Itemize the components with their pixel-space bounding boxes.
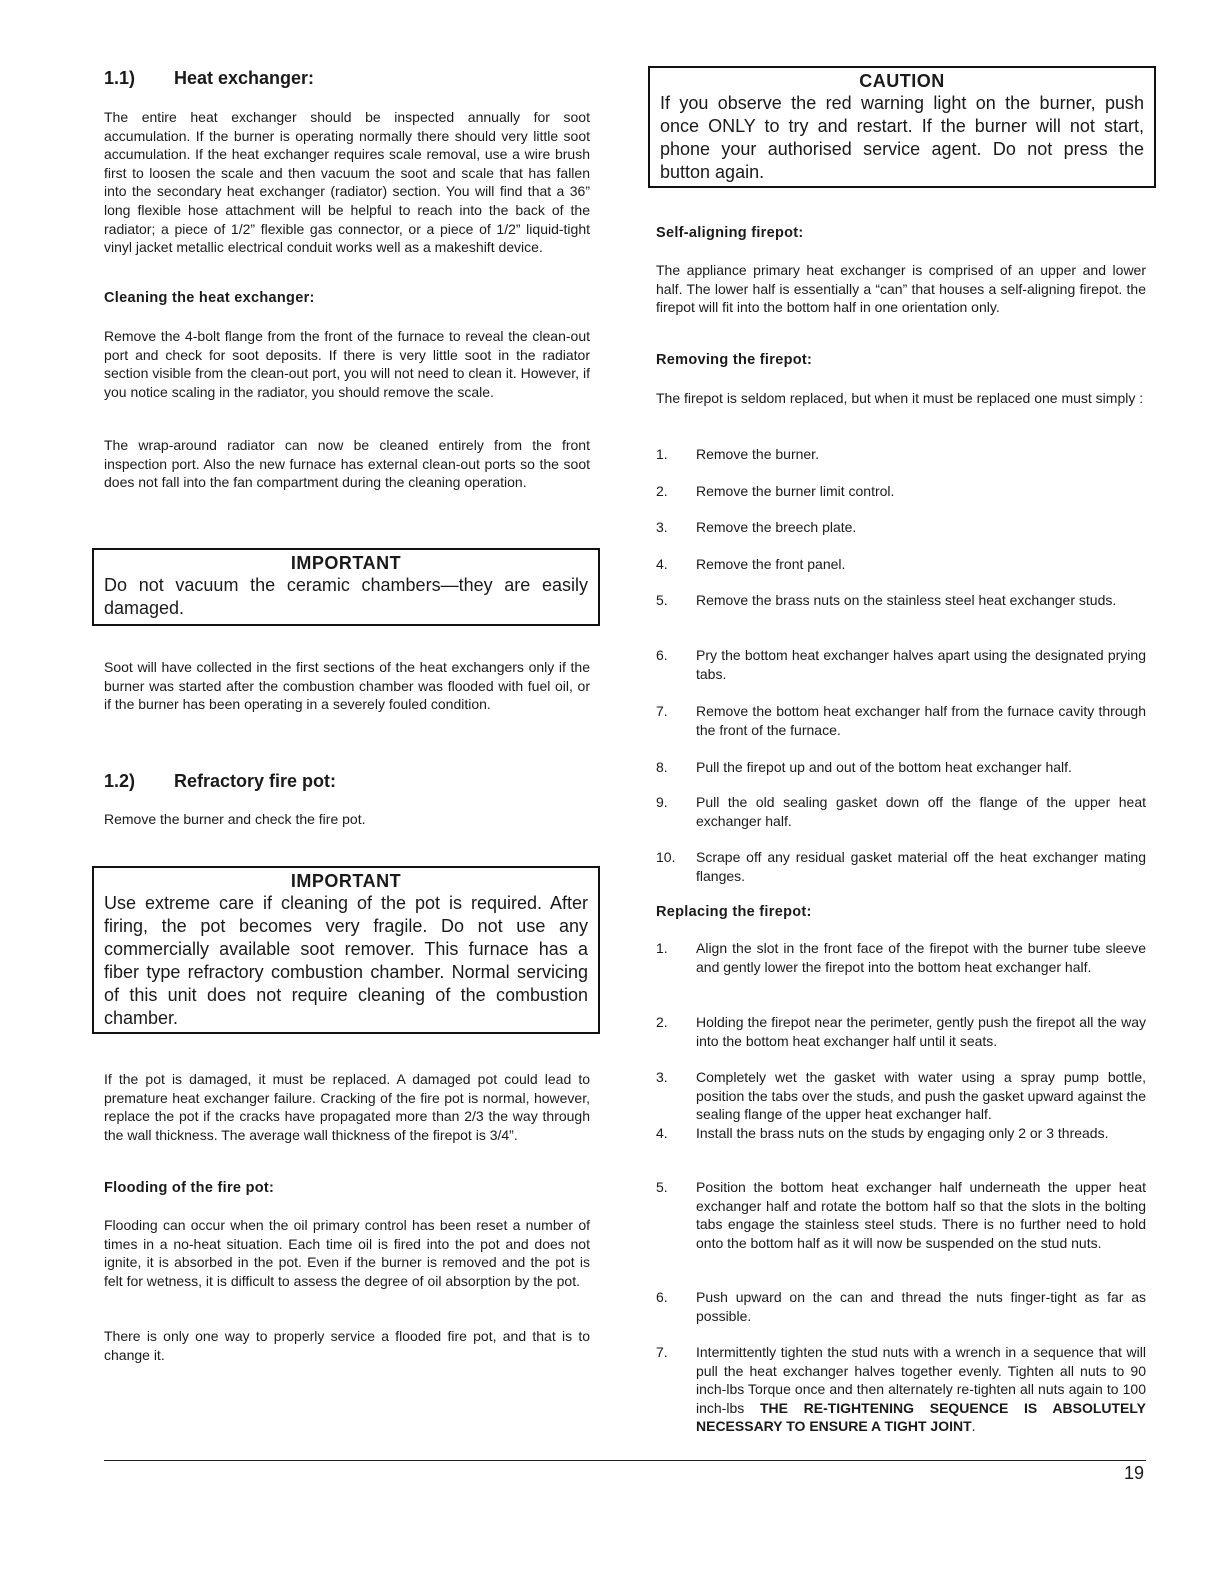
list-item: 4. Install the brass nuts on the studs by engaging only 2 or 3 threads. xyxy=(656,1125,1109,1141)
list-item: 4. Remove the front panel. xyxy=(656,556,846,572)
caution-notice xyxy=(648,66,1156,188)
list-item: 8. Pull the firepot up and out of the bottom heat exchanger half. xyxy=(656,759,1072,775)
list-item: 5. Remove the brass nuts on the stainless steel heat exchanger studs. xyxy=(656,592,1117,608)
emphasis-text: THE RE-TIGHTENING SEQUENCE IS ABSOLUTELY NECESSARY TO ENSURE A TIGHT JOINT xyxy=(696,1399,1146,1435)
list-item: 6. Pry the bottom heat exchanger halves apart using the designated prying tabs. xyxy=(656,647,1146,682)
list-item: 1. Align the slot in the front face of the firepot with the burner tube sleeve and gently lower the firepot into the bottom heat exchanger half. xyxy=(656,940,1146,975)
list-item: 5. Position the bottom heat exchanger half underneath the upper heat exchanger half and rotate the bottom half so that the slots in the bolting tabs engage the stainless steel studs. There is no further need to hold onto the bottom half as it will now be suspended on the stud nuts. xyxy=(656,1179,1146,1251)
caution-text: If you observe the red warning light on the burner, push once ONLY to try and restart. If the burner will not start, phone your authorised service agent. Do not press the button again. xyxy=(660,93,1144,182)
list-item: 9. Pull the old sealing gasket down off the flange of the upper heat exchanger half. xyxy=(656,794,1146,829)
footer-rule xyxy=(104,1460,1146,1461)
caution-heading: CAUTION xyxy=(859,71,945,91)
section-heading-fire-pot: 1.2) Refractory fire pot: xyxy=(104,771,337,791)
list-item: 6. Push upward on the can and thread the nuts finger-tight as far as possible. xyxy=(656,1289,1146,1324)
important-text: Use extreme care if cleaning of the pot is required. After firing, the pot becomes very fragile. Do not use any commercially available soot remover. This furnace has a fiber type refractory combustion chamber. Normal servicing of this unit does not require cleaning of the combustion chamber. xyxy=(104,893,588,1028)
list-item: 3. Completely wet the gasket with water using a spray pump bottle, position the tabs over the studs, and push the gasket upward against the sealing flange of the upper heat exchanger half. xyxy=(656,1069,1146,1123)
removing-intro: The firepot is seldom replaced, but when it must be replaced one must simply : xyxy=(656,390,1144,406)
cleaning-paragraph-2: The wrap-around radiator can now be cleaned entirely from the front inspection port. Also the new furnace has external clean-out ports so the soot does not fall into the fan compartment during the cleaning operation. xyxy=(104,437,590,491)
important-text: Do not vacuum the ceramic chambers—they are easily damaged. xyxy=(104,575,588,618)
section-heading-heat-exchanger: 1.1) Heat exchanger: xyxy=(104,68,315,88)
important-heading: IMPORTANT xyxy=(290,553,402,573)
flooding-paragraph-1: Flooding can occur when the oil primary control has been reset a number of times in a no-heat situation. Each time oil is fired into the pot and does not ignite, it is absorbed in the pot. Even if the burner is removed and the pot is felt for wetness, it is difficult to assess the degree of oil absorption by the pot. xyxy=(104,1217,590,1289)
heat-exchanger-paragraph: The entire heat exchanger should be inspected annually for soot accumulation. If the burner is operating normally there should very little soot accumulation. If the heat exchanger requires scale removal, use a wire brush first to loosen the scale and then vacuum the soot and scale that has fallen into the secondary heat exchanger (radiator) section. You will find that a 36” long flexible hose attachment will be helpful to reach into the back of the radiator; a piece of 1/2” flexible gas connector, or a piece of 1/2” liquid-tight vinyl jacket metallic electrical conduit works well as a makeshift device. xyxy=(104,109,590,256)
important-notice-pot-care xyxy=(92,866,600,1034)
damaged-pot-paragraph: If the pot is damaged, it must be replaced. A damaged pot could lead to premature heat exchanger failure. Cracking of the fire pot is normal, however, replace the pot if the cracks have propagated more than 2/3 the way through the wall thickness. The average wall thickness of the firepot is 3/4”. xyxy=(104,1071,590,1143)
cleaning-paragraph-1: Remove the 4-bolt flange from the front of the furnace to reveal the clean-out port and check for soot deposits. If there is very little soot in the radiator section visible from the clean-out port, you will not need to clean it. However, if you notice scaling in the radiator, you should remove the scale. xyxy=(104,328,590,400)
flooding-paragraph-2: There is only one way to properly service a flooded fire pot, and that is to change it. xyxy=(104,1328,590,1363)
list-item: 7. Intermittently tighten the stud nuts with a wrench in a sequence that will pull the heat exchanger halves together evenly. Tighten all nuts to 90 inch-lbs Torque once and then alternately re-tighten all nuts again to 100 inch-lbs THE RE-TIGHTENING SEQUENCE IS ABSOLUTELY NECESSARY TO ENSURE A TIGHT JOINT. xyxy=(656,1344,1146,1435)
removing-heading: Removing the firepot: xyxy=(656,352,813,368)
important-notice-vacuum xyxy=(92,548,600,626)
list-item: 2. Holding the firepot near the perimeter, gently push the firepot all the way into the bottom heat exchanger half until it seats. xyxy=(656,1014,1146,1049)
soot-paragraph: Soot will have collected in the first sections of the heat exchangers only if the burner was started after the combustion chamber was flooded with fuel oil, or if the burner has been operating in a severely fouled condition. xyxy=(104,659,590,713)
self-aligning-heading: Self-aligning firepot: xyxy=(656,225,804,241)
page-number: 19 xyxy=(1123,1463,1144,1483)
list-item: 3. Remove the breech plate. xyxy=(656,519,857,535)
fire-pot-paragraph: Remove the burner and check the fire pot. xyxy=(104,811,366,827)
replacing-heading: Replacing the firepot: xyxy=(656,904,812,920)
important-heading: IMPORTANT xyxy=(290,871,402,891)
list-item: 10. Scrape off any residual gasket material off the heat exchanger mating flanges. xyxy=(656,849,1146,884)
list-item: 7. Remove the bottom heat exchanger half from the furnace cavity through the front of the furnace. xyxy=(656,703,1146,738)
cleaning-heading: Cleaning the heat exchanger: xyxy=(104,290,315,306)
list-item: 1. Remove the burner. xyxy=(656,446,819,462)
self-aligning-paragraph: The appliance primary heat exchanger is comprised of an upper and lower half. The lower half is essentially a “can” that houses a self-aligning firepot. the firepot will fit into the bottom half in one orientation only. xyxy=(656,262,1146,316)
list-item: 2. Remove the burner limit control. xyxy=(656,483,895,499)
flooding-heading: Flooding of the fire pot: xyxy=(104,1180,275,1196)
